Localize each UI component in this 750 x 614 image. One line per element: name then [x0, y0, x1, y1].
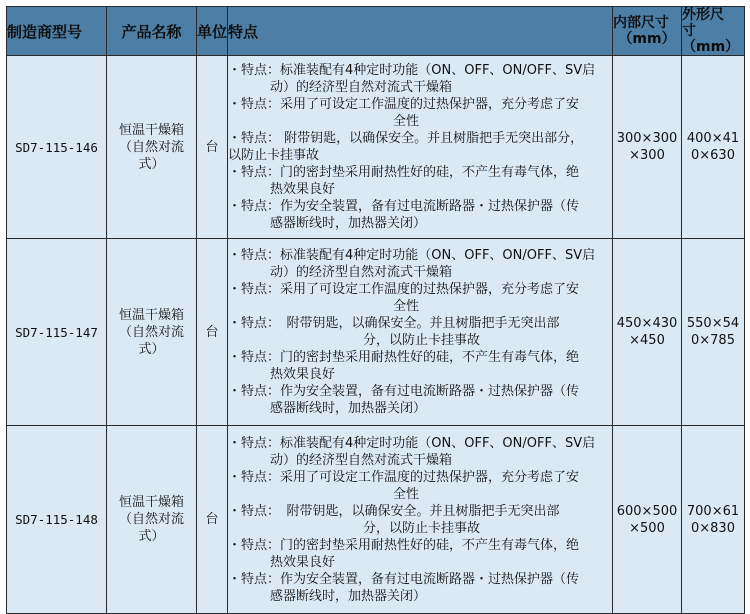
- feature-text: ・特点：标准装配有4种定时功能（ON、OFF、ON/OFF、SV启: [228, 435, 596, 451]
- inner-size-line: 600×500: [616, 503, 678, 519]
- inner-size-line: 300×300: [616, 131, 678, 146]
- feature-text: 感器断线时，加热器关闭）: [270, 588, 427, 604]
- feature-text: ・特点：采用了可设定工作温度的过热保护器，充分考虑了安: [228, 282, 580, 297]
- inner-size-cell: [613, 56, 682, 239]
- product-name-line: 恒温干燥箱: [118, 495, 184, 510]
- spec-table: [6, 6, 745, 614]
- feature-text: 动）的经济型自然对流式干燥箱: [270, 452, 453, 468]
- header-outer-size: [682, 7, 745, 56]
- product-name-cell: [107, 56, 197, 239]
- feature-text: ・特点： 附带钥匙，以确保安全。并且树脂把手无突出部: [228, 503, 560, 519]
- features-cell: [228, 426, 613, 614]
- feature-text: ・特点：门的密封垫采用耐热性好的硅，不产生有毒气体，绝: [228, 350, 580, 365]
- feature-text: ・特点： 附带钥匙，以确保安全。并且树脂把手无突出部分，: [228, 131, 584, 146]
- feature-item: [228, 469, 612, 503]
- feature-text: 以防止卡挂事故: [228, 148, 320, 163]
- feature-text: ・特点：作为安全装置，备有过电流断路器・过热保护器（传: [228, 571, 580, 587]
- feature-text: 动）的经济型自然对流式干燥箱: [270, 265, 453, 280]
- feature-text: 全性: [393, 486, 420, 502]
- feature-item: [228, 130, 612, 164]
- feature-text: ・特点：门的密封垫采用耐热性好的硅，不产生有毒气体，绝: [228, 165, 580, 180]
- feature-text: ・特点：标准装配有4种定时功能（ON、OFF、ON/OFF、SV启: [228, 248, 596, 263]
- feature-text: ・特点：作为安全装置，备有过电流断路器・过热保护器（传: [228, 384, 580, 399]
- feature-text: 感器断线时，加热器关闭）: [270, 216, 427, 231]
- feature-item: [228, 198, 612, 232]
- feature-item: [228, 537, 612, 571]
- feature-text: 动）的经济型自然对流式干燥箱: [270, 80, 453, 95]
- inner-size-line: 450×430: [616, 316, 678, 331]
- outer-size-cell: [682, 239, 745, 426]
- feature-item: [228, 503, 612, 537]
- inner-size-line: ×500: [629, 520, 665, 536]
- feature-text: ・特点： 附带钥匙，以确保安全。并且树脂把手无突出部: [228, 316, 560, 331]
- feature-item: [228, 62, 612, 96]
- feature-text: 感器断线时，加热器关闭）: [270, 401, 427, 416]
- header-unit: 单位: [197, 7, 228, 56]
- feature-text: 全性: [393, 114, 420, 129]
- product-name-line: 式）: [138, 529, 165, 544]
- feature-item: [228, 281, 612, 315]
- feature-text: 热效果良好: [270, 182, 336, 197]
- outer-size-line: 0×785: [691, 333, 735, 348]
- product-name-line: 式）: [138, 156, 165, 172]
- feature-text: ・特点：采用了可设定工作温度的过热保护器，充分考虑了安: [228, 97, 580, 112]
- header-inner-line1: 内部尺寸: [613, 15, 669, 31]
- model-cell: SD7-115-147: [7, 239, 107, 426]
- inner-size-line: ×300: [629, 148, 665, 163]
- features-cell: [228, 56, 613, 239]
- feature-item: [228, 247, 612, 281]
- unit-cell: 台: [197, 56, 228, 239]
- model-cell: SD7-115-148: [7, 426, 107, 614]
- feature-text: 分，以防止卡挂事故: [363, 520, 481, 536]
- feature-text: ・特点：标准装配有4种定时功能（ON、OFF、ON/OFF、SV启: [228, 63, 596, 78]
- product-name-line: 式）: [138, 341, 165, 357]
- table-row: [7, 239, 745, 426]
- outer-size-line: 0×830: [691, 520, 735, 536]
- header-inner-size: [613, 7, 682, 56]
- product-name-line: （自然对流: [118, 512, 184, 527]
- feature-text: 分，以防止卡挂事故: [363, 333, 481, 348]
- product-name-line: （自然对流: [118, 324, 184, 340]
- product-name-cell: [107, 426, 197, 614]
- feature-item: [228, 349, 612, 383]
- header-outer-line1: 外形尺: [682, 7, 724, 23]
- header-inner-line2: （mm）: [618, 31, 676, 47]
- feature-text: 全性: [393, 299, 420, 314]
- outer-size-line: 400×41: [686, 131, 740, 146]
- feature-text: 热效果良好: [270, 554, 336, 570]
- feature-item: [228, 435, 612, 469]
- product-name-line: 恒温干燥箱: [118, 307, 184, 323]
- feature-item: [228, 315, 612, 349]
- feature-item: [228, 383, 612, 417]
- feature-item: [228, 164, 612, 198]
- features-cell: [228, 239, 613, 426]
- unit-cell: 台: [197, 239, 228, 426]
- header-features: 特点: [228, 7, 613, 56]
- header-row: [7, 7, 745, 56]
- product-name-cell: [107, 239, 197, 426]
- model-cell: SD7-115-146: [7, 56, 107, 239]
- outer-size-cell: [682, 56, 745, 239]
- feature-text: ・特点：门的密封垫采用耐热性好的硅，不产生有毒气体，绝: [228, 537, 580, 553]
- product-name-line: （自然对流: [118, 139, 184, 155]
- feature-item: [228, 96, 612, 130]
- header-outer-line2: 寸（mm）: [682, 23, 740, 55]
- inner-size-cell: [613, 239, 682, 426]
- feature-text: 热效果良好: [270, 367, 336, 382]
- outer-size-line: 0×630: [691, 148, 735, 163]
- unit-cell: 台: [197, 426, 228, 614]
- outer-size-line: 700×61: [686, 503, 740, 519]
- table-row: [7, 426, 745, 614]
- feature-text: ・特点：采用了可设定工作温度的过热保护器，充分考虑了安: [228, 469, 580, 485]
- table-row: [7, 56, 745, 239]
- outer-size-line: 550×54: [686, 316, 740, 331]
- product-name-line: 恒温干燥箱: [118, 122, 184, 138]
- inner-size-cell: [613, 426, 682, 614]
- header-model: 制造商型号: [7, 7, 107, 56]
- feature-item: [228, 571, 612, 605]
- feature-text: ・特点：作为安全装置，备有过电流断路器・过热保护器（传: [228, 199, 580, 214]
- outer-size-cell: [682, 426, 745, 614]
- header-name: 产品名称: [107, 7, 197, 56]
- inner-size-line: ×450: [629, 333, 665, 348]
